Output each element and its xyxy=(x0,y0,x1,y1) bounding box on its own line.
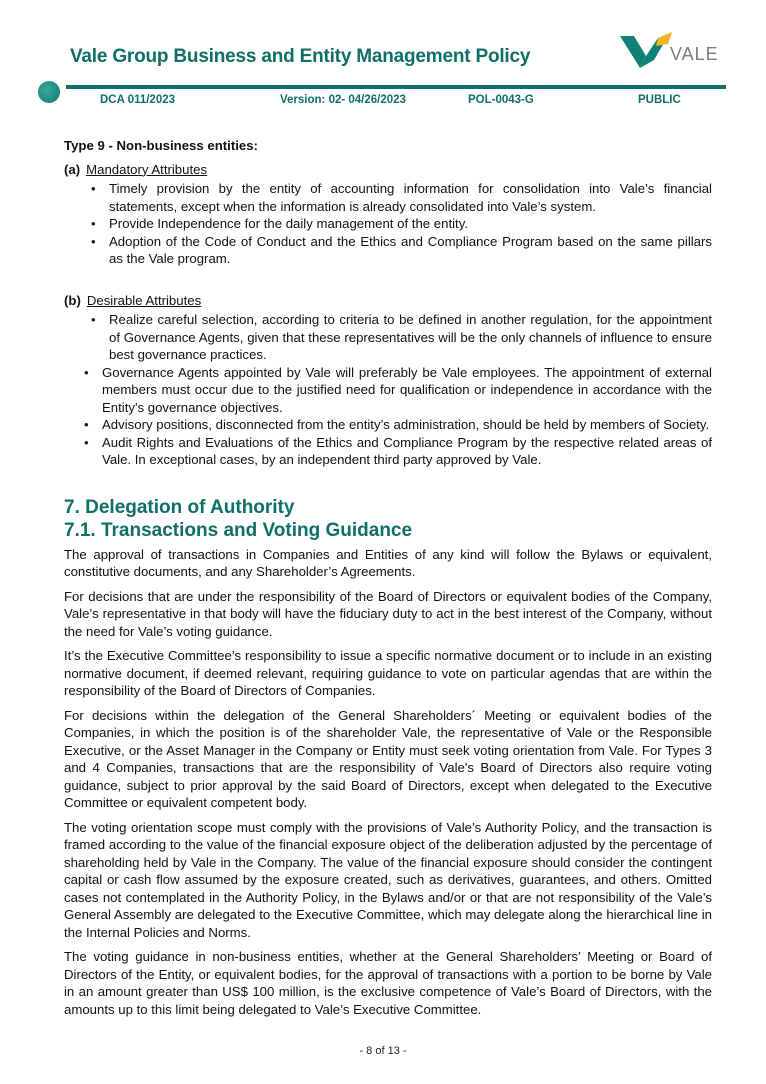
classification: PUBLIC xyxy=(638,94,681,106)
list-label: (b) xyxy=(64,292,81,308)
mandatory-attributes-list xyxy=(64,180,712,268)
paragraph: The approval of transactions in Companies and Entities of any kind will follow the Bylaws or equivalent, constitutive documents, and any Shareholder’s Agreements. xyxy=(64,546,712,579)
list-item: • Provide Independence for the daily management of the entity. xyxy=(109,215,712,233)
document-title: Vale Group Business and Entity Management Policy xyxy=(70,46,531,67)
list-label: (a) xyxy=(64,161,81,177)
mandatory-attributes-title: Mandatory Attributes xyxy=(86,161,208,177)
header-divider xyxy=(66,85,726,89)
section-heading: 7. Delegation of Authority xyxy=(64,496,295,518)
subsection-heading: 7.1. Transactions and Voting Guidance xyxy=(64,520,413,541)
desirable-attributes-heading xyxy=(64,292,712,310)
paragraph: It’s the Executive Committee’s responsibility to issue a specific normative document or to include in an existing normative document, if deemed relevant, requiring guidance to vote on particular agendas that are within the responsibility of the Board of Directors of Companies. xyxy=(64,648,712,698)
list-item: • Realize careful selection, according to criteria to be defined in another regulation, for the appointment of Governance Agents, given that these representatives will be the only channels of influence to ensure best governance practices. xyxy=(109,311,712,364)
type9-heading: Type 9 - Non-business entities: xyxy=(64,138,258,153)
list-item: • Governance Agents appointed by Vale will preferably be Vale employees. The appointment of external members must occur due to the justified need for qualification or independence in accordance with the Entity's governance objectives. xyxy=(102,364,712,417)
globe-icon xyxy=(38,81,60,103)
version: Version: 02- 04/26/2023 xyxy=(280,94,406,106)
list-item: • Adoption of the Code of Conduct and the Ethics and Compliance Program based on the same pillars as the Vale program. xyxy=(109,233,712,268)
page-number: - 8 of 13 - xyxy=(359,1045,407,1057)
paragraph: For decisions within the delegation of the General Shareholders´ Meeting or equivalent bodies of the Companies, in which the position is of the shareholder Vale, the representative of Vale or the Responsible Executive, or the Asset Manager in the Company or Entity must seek voting orientation from Vale. For Types 3 and 4 Companies, transactions that are the responsibility of Vale's Board of Directors also require voting guidance, subject to prior approval by the said Board of Directors, except when delegated to the Executive Committee or equivalent competent body. xyxy=(64,707,712,810)
desirable-attributes-title: Desirable Attributes xyxy=(86,292,202,308)
list-item: • Timely provision by the entity of accounting information for consolidation into Vale’s financial statements, except when the information is already consolidated into Vale’s system. xyxy=(109,180,712,215)
vale-logo-text: VALE xyxy=(670,44,719,64)
page-content xyxy=(64,137,712,1025)
list-item: • Audit Rights and Evaluations of the Ethics and Compliance Program by the respective related areas of Vale. In exceptional cases, by an independent third party approved by Vale. xyxy=(102,434,712,469)
list-item: • Advisory positions, disconnected from the entity’s administration, should be held by members of Society. xyxy=(102,416,712,434)
paragraph: The voting orientation scope must comply with the provisions of Vale’s Authority Policy, and the transaction is framed according to the value of the financial exposure object of the deliberation adjusted by the percentage of shareholding held by Vale in the Company. The value of the financial exposure should consider the contingent capital or cash flow assumed by the exposure created, such as derivatives, guarantees, and others. Omitted cases not contemplated in the Authority Policy, in the Bylaws and/or or that are not responsibility of the Vale’s General Assembly are delegated to the Executive Committee, which may delegate along the hierarchical line in the Internal Policies and Norms. xyxy=(64,819,712,940)
mandatory-attributes-heading xyxy=(64,161,712,179)
paragraph: For decisions that are under the responsibility of the Board of Directors or equivalent bodies of the Company, Vale’s representative in that body will have the fiduciary duty to act in the best interest of the Company, without the need for Vale’s voting guidance. xyxy=(64,588,712,639)
paragraph: The voting guidance in non-business entities, whether at the General Shareholders’ Meeting or Board of Directors of the Entity, or equivalent bodies, for the approval of transactions with a portion to be borne by Vale in an amount greater than US$ 100 million, is the exclusive competence of Vale’s Board of Directors, with the amounts up to this limit being delegated to Vale’s Executive Committee. xyxy=(64,949,712,1017)
doc-code: DCA 011/2023 xyxy=(100,94,176,106)
policy-id: POL-0043-G xyxy=(468,94,534,106)
desirable-attributes-list xyxy=(64,311,712,469)
